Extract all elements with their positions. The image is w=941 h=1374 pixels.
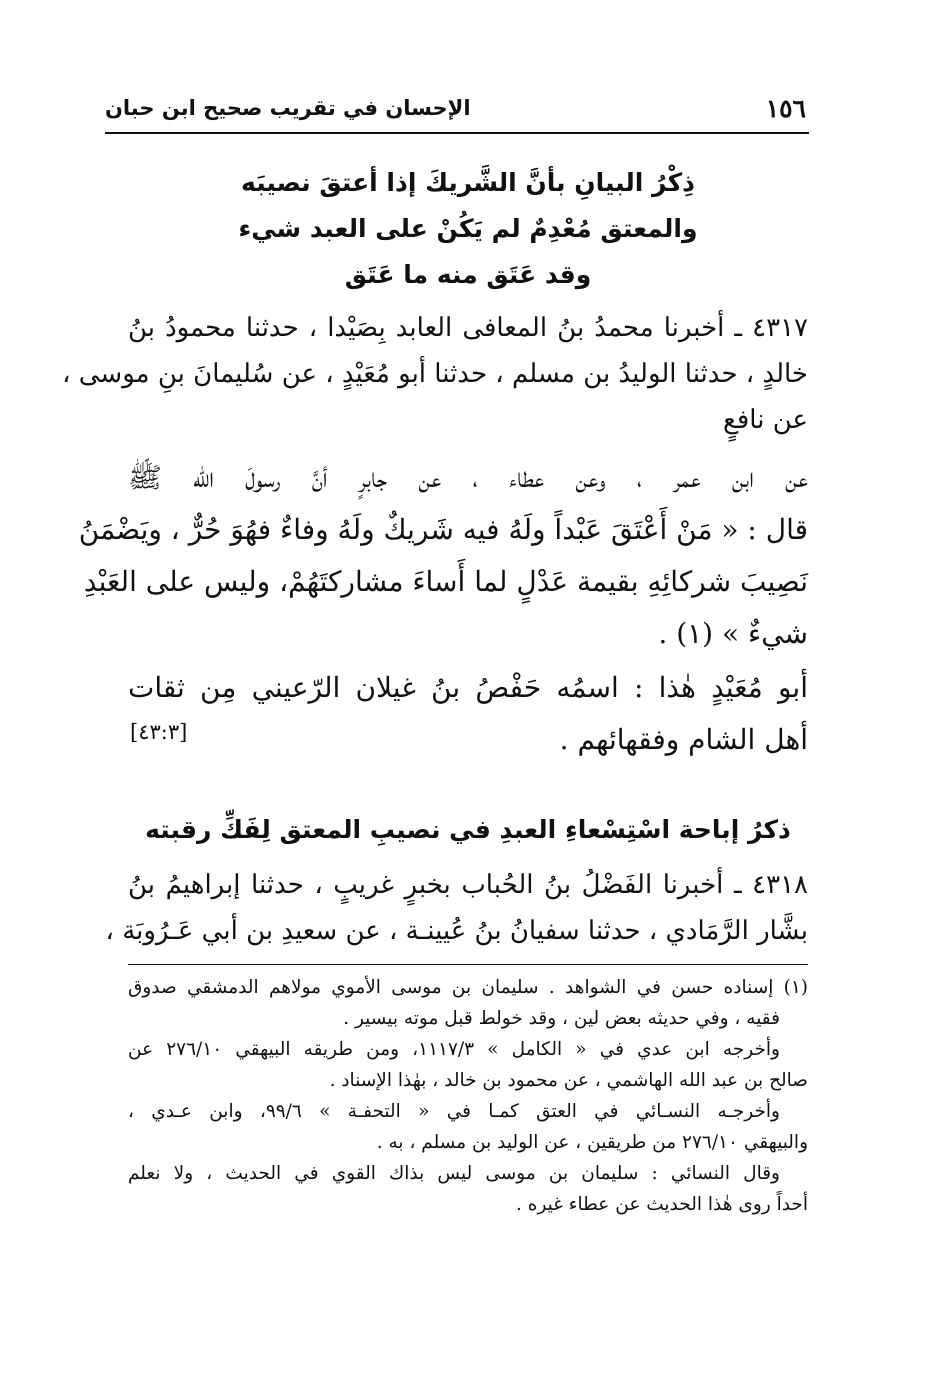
page-header xyxy=(105,90,806,126)
hadith-line: عن ابن عمر ، وعن عطاء ، عن جابرٍ أنَّ رسولَ اللّه ﷺ xyxy=(128,461,808,494)
hadith-4317-matn xyxy=(78,452,808,660)
heading-line: والمعتق مُعْدِمٌ لم يَكُنْ على العبد شيء xyxy=(238,214,698,243)
footnote-line: والبيهقي ٢٧٦/١٠ من طريقين ، عن الوليد بن مسلم ، به . xyxy=(376,1132,808,1153)
footnote-line: صالح بن عبد الله الهاشمي ، عن محمود بن خالد ، بهٰذا الإسناد . xyxy=(329,1070,808,1091)
footnote-line: (١) إسناده حسن في الشواهد . سليمان بن موسى الأموي مولاهم الدمشقي صدوق xyxy=(128,977,808,998)
footnote-paragraph xyxy=(128,1158,808,1220)
chapter-heading-2 xyxy=(130,810,806,850)
hadith-4318-isnad xyxy=(105,862,808,954)
footnotes xyxy=(128,972,808,1220)
hadith-line: نَصِيبَ شركائِهِ بقيمة عَدْلٍ لما أَساءَ مشاركتَهُمْ، وليس على العَبْدِ xyxy=(83,565,808,598)
hadith-line: عن نافعٍ xyxy=(723,405,808,435)
footnote-1 xyxy=(128,972,808,1034)
hadith-line: شيءٌ » (١) . xyxy=(658,617,808,650)
hadith-line: قال : « مَنْ أَعْتَقَ عَبْداً ولَهُ فيه شَريكٌ ولَهُ وفاءٌ فهُوَ حُرٌّ ، ويَضْمَنُ xyxy=(78,513,808,546)
page-number: ١٥٦ xyxy=(765,93,806,123)
heading-line: وقد عَتَق منه ما عَتَق xyxy=(344,260,592,289)
hadith-line: خالدٍ ، حدثنا الوليدُ بن مسلم ، حدثنا أبو مُعَيْدٍ ، عن سُليمانَ بنِ موسى ، xyxy=(62,359,808,389)
hadith-line: ٤٣١٧ ـ أخبرنا محمدُ بنُ المعافى العابد بِصَيْدا ، حدثنا محمودُ بنُ xyxy=(128,313,808,343)
heading-line: ذِكْرُ البيانِ بأنَّ الشَّريكَ إذا أعتقَ نصيبَه xyxy=(241,168,695,197)
footnote-line: وقال النسائي : سليمان بن موسى ليس بذاك القوي في الحديث ، ولا نعلم xyxy=(128,1163,780,1184)
footnote-rule xyxy=(128,964,808,965)
commentary-line: أبو مُعَيْدٍ هٰذا : اسمُه حَفْصُ بنُ غيلان الرّعيني مِن ثقات xyxy=(128,671,808,704)
chapter-heading-1 xyxy=(130,160,806,298)
footnote-line: وأخرجـه النسـائي في العتق كمـا في « التحفـة » ٩٩/٦، وابن عـدي ، xyxy=(128,1101,780,1122)
source-reference: [٤٣:٣] xyxy=(130,720,188,744)
footnote-line: وأخرجه ابن عدي في « الكامل » ١١١٧/٣، ومن طريقه البيهقي ٢٧٦/١٠ عن xyxy=(128,1039,780,1060)
narrator-commentary xyxy=(128,662,808,766)
running-title: الإحسان في تقريب صحيح ابن حبان xyxy=(105,96,471,120)
heading-line: ذكرُ إباحة اسْتِسْعاءِ العبدِ في نصيبِ المعتق لِفَكِّ رقبته xyxy=(145,815,791,844)
hadith-4317-isnad xyxy=(62,305,808,443)
footnote-line: فقيه ، وفي حديثه بعض لين ، وقد خولط قبل موته بيسير . xyxy=(343,1008,780,1029)
hadith-line: بشَّار الرَّمَادي ، حدثنا سفيانُ بنُ عُيينـة ، عن سعيدِ بن أبي عَـرُوبَة ، xyxy=(105,916,808,946)
header-rule xyxy=(105,132,809,134)
hadith-line: ٤٣١٨ ـ أخبرنا الفَضْلُ بنُ الحُباب بخبرٍ غريبٍ ، حدثنا إبراهيمُ بنُ xyxy=(128,870,808,900)
footnote-paragraph xyxy=(128,1096,808,1158)
footnote-paragraph xyxy=(128,1034,808,1096)
commentary-line: أهل الشام وفقهائهم . xyxy=(559,723,808,756)
footnote-line: أحداً روى هٰذا الحديث عن عطاء غيره . xyxy=(516,1194,808,1215)
